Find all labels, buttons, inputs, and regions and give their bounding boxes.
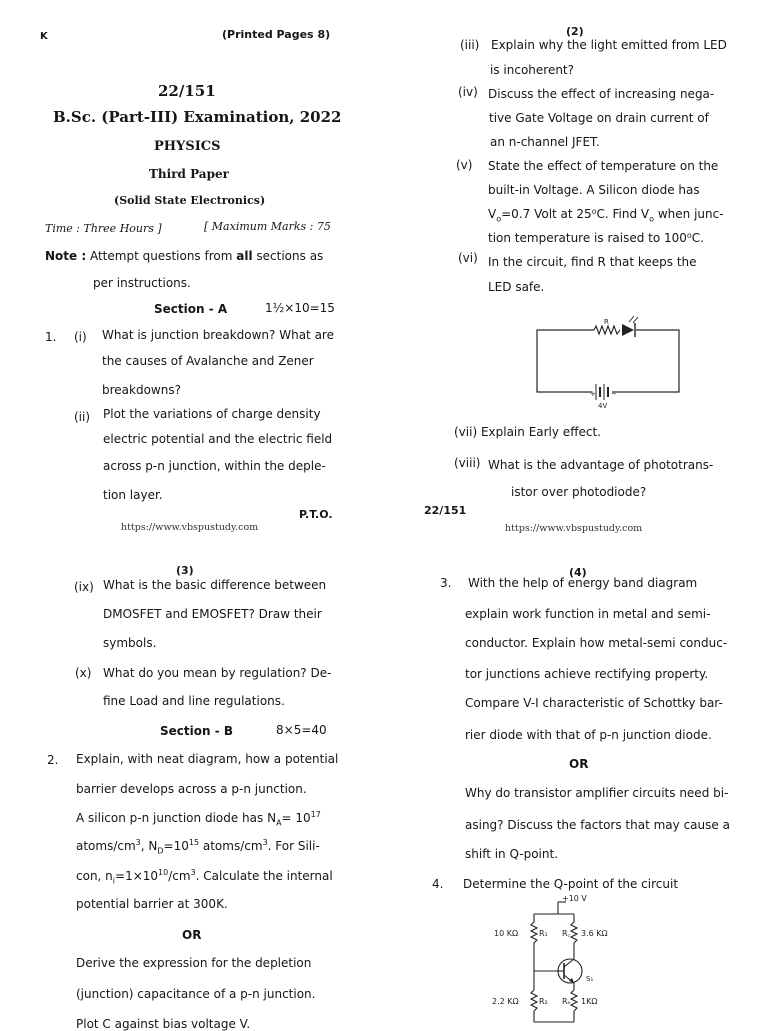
page-4 (384, 512, 768, 1024)
paper-code: 22/151 (158, 82, 216, 100)
question-text: built-in Voltage. A Silicon diode has (488, 183, 700, 197)
question-number: 1. (45, 330, 57, 344)
battery-plus: + (590, 390, 596, 398)
question-text: asing? Discuss the factors that may cause a (465, 818, 730, 832)
question-text: con, $n_i=1\times 10^{10}/cm^3$. Calculate the internal (76, 868, 333, 886)
page-number: (2) (566, 25, 584, 38)
or-divider: OR (569, 757, 589, 771)
transistor-bias-circuit (488, 892, 638, 1024)
led-circuit-diagram (534, 312, 684, 412)
re-label: Rₑ (562, 997, 571, 1006)
question-text: rier diode with that of p-n junction diode. (465, 728, 712, 742)
footer-url: https://www.vbspustudy.com (121, 522, 259, 533)
question-text: What do you mean by regulation? De- (103, 666, 332, 680)
subquestion-number: (iii) (460, 38, 480, 52)
question-text: A silicon p-n junction diode has $N_A= 10^{17}$ (76, 810, 321, 828)
r1-value: 10 KΩ (494, 929, 519, 938)
vcc-label: +10 V (562, 894, 587, 903)
question-text: Compare V-I characteristic of Schottky bar- (465, 696, 723, 710)
footer-code: 22/151 (424, 504, 467, 517)
pto-label: P.T.O. (299, 508, 333, 521)
paper-subtitle: (Solid State Electronics) (114, 194, 266, 207)
question-text: Explain why the light emitted from LED (491, 38, 727, 52)
subquestion-number: (iv) (458, 85, 478, 99)
subquestion-number: (x) (75, 666, 92, 680)
note-label: Note : (45, 249, 87, 263)
question-text: conductor. Explain how metal-semi conduc- (465, 636, 728, 650)
s1-label: S₁ (586, 975, 594, 983)
maximum-marks: [ Maximum Marks : 75 (204, 220, 331, 233)
r2-value: 2.2 KΩ (492, 997, 519, 1006)
question-text: tive Gate Voltage on drain current of (489, 111, 709, 125)
question-text: tion temperature is raised to 100⁰C. (488, 231, 704, 245)
circuit-wire (537, 330, 679, 392)
rc-label: R꜀ (562, 929, 571, 938)
question-text: istor over photodiode? (511, 485, 647, 499)
page-number: (3) (176, 564, 194, 577)
subquestion-number: (viii) (454, 456, 481, 470)
question-text: (junction) capacitance of a p-n junction. (76, 987, 316, 1001)
corner-letter: K (40, 31, 48, 42)
question-text: is incoherent? (490, 63, 574, 77)
subquestion-number: (ii) (74, 410, 91, 424)
note-line-1: Note : Attempt questions from all sections as (45, 249, 324, 263)
question-text: fine Load and line regulations. (103, 694, 285, 708)
question-text: Why do transistor amplifier circuits need bi- (465, 786, 729, 800)
question-text: LED safe. (488, 280, 545, 294)
page-number: (4) (569, 566, 587, 579)
battery-minus: − (611, 390, 617, 398)
paper-number: Third Paper (149, 167, 229, 181)
question-text: tor junctions achieve rectifying property. (465, 667, 709, 681)
section-b-heading: Section - B (160, 724, 234, 738)
question-text: breakdowns? (102, 383, 181, 397)
question-text: potential barrier at 300K. (76, 897, 228, 911)
question-text: $V_o=0.7$ Volt at 25⁰C. Find $V_o$ when junc- (488, 207, 724, 224)
section-b-marks: 8×5=40 (276, 723, 327, 737)
question-text: symbols. (103, 636, 157, 650)
question-text: What is the advantage of phototrans- (488, 458, 714, 472)
question-text: shift in Q-point. (465, 847, 559, 861)
question-text: In the circuit, find R that keeps the (488, 255, 697, 269)
resistor-label: R (604, 318, 609, 326)
resistor-r2 (531, 990, 537, 1011)
question-text: State the effect of temperature on the (488, 159, 719, 173)
question-number: 2. (47, 753, 59, 767)
re-value: 1KΩ (581, 997, 598, 1006)
question-text: an n-channel JFET. (490, 135, 600, 149)
question-text: the causes of Avalanche and Zener (102, 354, 314, 368)
question-text: Explain, with neat diagram, how a potential (76, 752, 339, 766)
resistor-r1 (531, 922, 537, 943)
question-text: What is junction breakdown? What are (102, 328, 334, 342)
or-divider: OR (182, 928, 202, 942)
question-text: Determine the Q-point of the circuit (463, 877, 679, 891)
question-number: 3. (440, 576, 452, 590)
subject: PHYSICS (154, 139, 221, 154)
r1-label: R₁ (539, 929, 548, 938)
section-a-marks: 1½×10=15 (265, 301, 335, 315)
note-line-2: per instructions. (93, 276, 191, 290)
time-allowed: Time : Three Hours ] (45, 222, 162, 235)
exam-title: B.Sc. (Part-III) Examination, 2022 (53, 108, 342, 126)
subquestion-number: (ix) (74, 580, 94, 594)
question-text: across p-n junction, within the deple- (103, 459, 326, 473)
battery-voltage: 4V (598, 402, 608, 410)
subquestion-number: (v) (456, 158, 473, 172)
subquestion-number: (i) (74, 330, 87, 344)
question-text: Discuss the effect of increasing nega- (488, 87, 715, 101)
resistor-re (571, 990, 577, 1011)
question-text: Plot C against bias voltage V. (76, 1017, 251, 1031)
rc-value: 3.6 KΩ (581, 929, 608, 938)
question-text: (vii) Explain Early effect. (454, 425, 601, 439)
question-text: With the help of energy band diagram (468, 576, 698, 590)
r2-label: R₂ (539, 997, 548, 1006)
question-text: explain work function in metal and semi- (465, 607, 711, 621)
section-a-heading: Section - A (154, 302, 228, 316)
page-3 (0, 512, 384, 1031)
question-text: Plot the variations of charge density (103, 407, 321, 421)
footer-url: https://www.vbspustudy.com (505, 523, 643, 534)
question-text: Derive the expression for the depletion (76, 956, 312, 970)
page-1 (0, 0, 384, 533)
resistor-rc (571, 922, 577, 943)
question-text: What is the basic difference between (103, 578, 327, 592)
question-text: tion layer. (103, 488, 163, 502)
question-text: atoms/$cm^3$, $N_D=10^{15}$ atoms/$cm^3$. For Sili- (76, 838, 320, 856)
question-text: electric potential and the electric field (103, 432, 333, 446)
question-number: 4. (432, 877, 444, 891)
subquestion-number: (vi) (458, 251, 478, 265)
printed-pages: (Printed Pages 8) (222, 28, 331, 41)
question-text: DMOSFET and EMOSFET? Draw their (103, 607, 322, 621)
question-text: barrier develops across a p-n junction. (76, 782, 307, 796)
page-2 (384, 0, 768, 534)
